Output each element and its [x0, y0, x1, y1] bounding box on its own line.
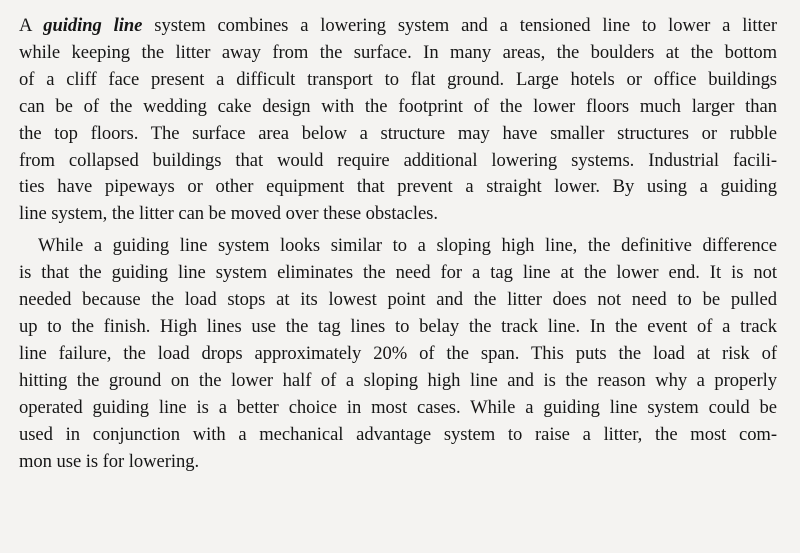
text-line: is that the guiding line system eliminates the need for a tag line at the lower end. It is not: [19, 262, 777, 284]
term-guiding-line: guiding line: [43, 15, 143, 36]
paragraph-comparison-high-line: [19, 233, 777, 475]
text-line: hitting the ground on the lower half of a sloping high line and is the reason why a properly: [19, 369, 777, 391]
text-line: of a cliff face present a difficult transport to flat ground. Large hotels or office buildings: [19, 68, 777, 90]
text-fragment: system combines a lowering system and a tensioned line to lower a litter: [142, 15, 778, 36]
text-line: used in conjunction with a mechanical advantage system to raise a litter, the most com-: [19, 423, 777, 445]
body-text: [19, 13, 777, 475]
text-line: [19, 13, 777, 40]
text-line: operated guiding line is a better choice in most cases. While a guiding line system could be: [19, 396, 777, 418]
text-line: ties have pipeways or other equipment that prevent a straight lower. By using a guiding: [19, 176, 777, 198]
text-fragment: A: [19, 15, 44, 36]
text-line: line system, the litter can be moved over these obstacles.: [19, 203, 438, 225]
text-line: while keeping the litter away from the surface. In many areas, the boulders at the bottom: [19, 41, 777, 63]
text-line: can be of the wedding cake design with the footprint of the lower floors much larger than: [19, 95, 777, 117]
text-line: needed because the load stops at its lowest point and the litter does not need to be pulled: [19, 289, 777, 311]
text-line: from collapsed buildings that would require additional lowering systems. Industrial facili-: [19, 149, 777, 171]
text-line: up to the finish. High lines use the tag lines to belay the track line. In the event of a track: [19, 315, 777, 337]
paragraph-guiding-line-definition: [19, 13, 777, 228]
text-line: line failure, the load drops approximately 20% of the span. This puts the load at risk of: [19, 342, 777, 364]
text-line: mon use is for lowering.: [19, 450, 200, 472]
text-line: the top floors. The surface area below a structure may have smaller structures or rubble: [19, 122, 777, 144]
text-line: While a guiding line system looks similar to a sloping high line, the definitive difference: [38, 235, 777, 257]
